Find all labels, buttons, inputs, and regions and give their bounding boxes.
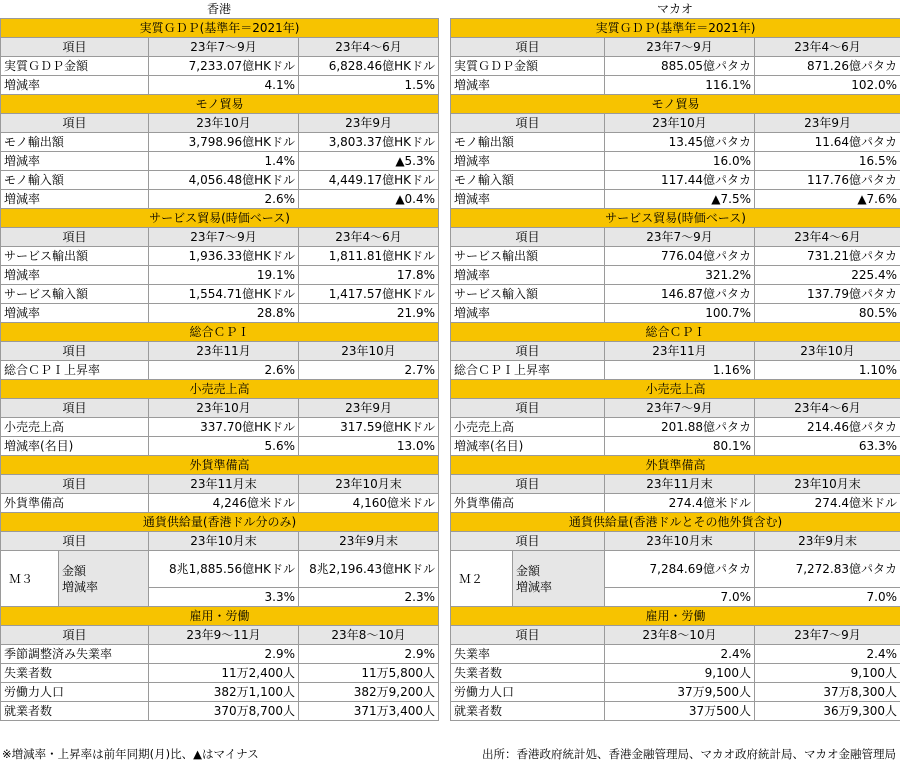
table-cell-value: 63.3% (755, 437, 900, 456)
row-label: 増減率 (451, 76, 605, 95)
services-trade-section-header (451, 209, 900, 228)
row-label: 小売売上高 (1, 418, 149, 437)
macau-panel (450, 18, 900, 721)
table-row (1, 247, 439, 266)
table-cell-value: 7,233.07億HKドル (149, 57, 299, 76)
subitem-change-label: 増減率 (62, 579, 99, 594)
table-cell-value: 382万1,100人 (149, 683, 299, 702)
row-label: サービス輸入額 (1, 285, 149, 304)
table-row (1, 171, 439, 190)
table-row (1, 683, 439, 702)
table-row (451, 494, 900, 513)
table-cell-value: 9,100人 (755, 664, 900, 683)
table-row (451, 76, 900, 95)
table-cell-value: 2.7% (299, 361, 439, 380)
table-cell-value: 274.4億米ドル (755, 494, 900, 513)
hk-indicator-table (0, 18, 439, 721)
table-cell-value: 7,284.69億パタカ (605, 551, 755, 588)
table-cell-value: ▲7.6% (755, 190, 900, 209)
column-header-period: 23年4〜6月 (755, 38, 900, 57)
retail-sales-section-header (451, 380, 900, 399)
table-row (451, 285, 900, 304)
fx-reserves-column-header (451, 475, 900, 494)
real-gdp-column-header (451, 38, 900, 57)
table-cell-value: 1,811.81億HKドル (299, 247, 439, 266)
row-label: 増減率 (451, 190, 605, 209)
table-cell-value: 214.46億パタカ (755, 418, 900, 437)
table-row (451, 683, 900, 702)
column-header-period: 23年9月末 (299, 532, 439, 551)
goods-trade-section-header (451, 95, 900, 114)
table-cell-value: 146.87億パタカ (605, 285, 755, 304)
section-title: モノ貿易 (1, 95, 439, 114)
table-row (451, 152, 900, 171)
column-header-period: 23年10月 (149, 399, 299, 418)
row-label: 季節調整済み失業率 (1, 645, 149, 664)
table-cell-value: 1,417.57億HKドル (299, 285, 439, 304)
table-cell-value: 37万8,300人 (755, 683, 900, 702)
table-row (451, 133, 900, 152)
column-header-item: 項目 (1, 228, 149, 247)
column-header-period: 23年11月末 (149, 475, 299, 494)
column-header-item: 項目 (1, 475, 149, 494)
cpi-column-header (451, 342, 900, 361)
row-label: モノ輸出額 (451, 133, 605, 152)
money-supply-section-header (1, 513, 439, 532)
cpi-section-header (451, 323, 900, 342)
table-cell-value: ▲0.4% (299, 190, 439, 209)
table-cell-value: 2.6% (149, 190, 299, 209)
table-cell-value: 7.0% (755, 588, 900, 607)
column-header-period: 23年10月末 (605, 532, 755, 551)
table-cell-value: 6,828.46億HKドル (299, 57, 439, 76)
column-header-period: 23年4〜6月 (299, 38, 439, 57)
table-row (1, 304, 439, 323)
column-header-item: 項目 (451, 114, 605, 133)
table-cell-value: 8兆2,196.43億HKドル (299, 551, 439, 588)
column-header-period: 23年7〜9月 (605, 399, 755, 418)
table-row (451, 664, 900, 683)
column-header-item: 項目 (451, 626, 605, 645)
macau-title: マカオ (656, 2, 693, 16)
retail-sales-section-header (1, 380, 439, 399)
table-cell-value: 19.1% (149, 266, 299, 285)
money-supply-row (1, 551, 439, 588)
table-cell-value: 3.3% (149, 588, 299, 607)
column-header-period: 23年10月 (149, 114, 299, 133)
table-cell-value: 11万5,800人 (299, 664, 439, 683)
row-label: 増減率(名目) (451, 437, 605, 456)
column-header-item: 項目 (1, 532, 149, 551)
table-cell-value: 1.16% (605, 361, 755, 380)
column-header-period: 23年10月末 (299, 475, 439, 494)
row-label: サービス輸出額 (451, 247, 605, 266)
table-row (451, 437, 900, 456)
column-header-item: 項目 (451, 342, 605, 361)
column-header-period: 23年7〜9月 (149, 38, 299, 57)
table-cell-value: 117.44億パタカ (605, 171, 755, 190)
money-aggregate-label: Ｍ２ (451, 551, 513, 607)
hong-kong-title: 香港 (206, 2, 231, 16)
table-cell-value: 37万500人 (605, 702, 755, 721)
row-label: 失業率 (451, 645, 605, 664)
employment-column-header (451, 626, 900, 645)
column-header-period: 23年7〜9月 (605, 228, 755, 247)
table-cell-value: 5.6% (149, 437, 299, 456)
section-title: サービス貿易(時価ベース) (1, 209, 439, 228)
column-header-period: 23年4〜6月 (755, 228, 900, 247)
table-cell-value: 137.79億パタカ (755, 285, 900, 304)
column-header-period: 23年7〜9月 (755, 626, 900, 645)
money-subitem-labels (513, 551, 605, 607)
table-cell-value: 1,936.33億HKドル (149, 247, 299, 266)
table-cell-value: ▲5.3% (299, 152, 439, 171)
table-row (1, 494, 439, 513)
table-row (451, 190, 900, 209)
money-aggregate-label: Ｍ３ (1, 551, 59, 607)
table-cell-value: 2.4% (755, 645, 900, 664)
table-cell-value: 776.04億パタカ (605, 247, 755, 266)
footnote-sources: 出所：香港政府統計処、香港金融管理局、マカオ政府統計局、マカオ金融管理局 (482, 747, 896, 761)
table-cell-value: 28.8% (149, 304, 299, 323)
table-cell-value: 3,803.37億HKドル (299, 133, 439, 152)
table-row (451, 418, 900, 437)
column-header-period: 23年9月 (299, 114, 439, 133)
employment-section-header (1, 607, 439, 626)
column-header-item: 項目 (1, 114, 149, 133)
section-title: 外貨準備高 (1, 456, 439, 475)
table-row (1, 152, 439, 171)
table-cell-value: 1,554.71億HKドル (149, 285, 299, 304)
section-title: サービス貿易(時価ベース) (451, 209, 900, 228)
column-header-item: 項目 (451, 399, 605, 418)
row-label: 小売売上高 (451, 418, 605, 437)
table-cell-value: 885.05億パタカ (605, 57, 755, 76)
table-row (1, 133, 439, 152)
table-cell-value: 370万8,700人 (149, 702, 299, 721)
table-row (451, 57, 900, 76)
money-subitem-labels (59, 551, 149, 607)
row-label: 労働力人口 (451, 683, 605, 702)
table-cell-value: 317.59億HKドル (299, 418, 439, 437)
table-cell-value: 1.4% (149, 152, 299, 171)
row-label: モノ輸入額 (451, 171, 605, 190)
row-label: 増減率 (1, 190, 149, 209)
row-label: 実質ＧＤＰ金額 (451, 57, 605, 76)
table-row (451, 247, 900, 266)
table-cell-value: 37万9,500人 (605, 683, 755, 702)
table-row (1, 76, 439, 95)
row-label: 総合ＣＰＩ上昇率 (1, 361, 149, 380)
section-title: 小売売上高 (451, 380, 900, 399)
row-label: 就業者数 (451, 702, 605, 721)
table-cell-value: 2.3% (299, 588, 439, 607)
fx-reserves-column-header (1, 475, 439, 494)
table-cell-value: 731.21億パタカ (755, 247, 900, 266)
column-header-item: 項目 (451, 475, 605, 494)
table-cell-value: 11.64億パタカ (755, 133, 900, 152)
row-label: 増減率 (451, 304, 605, 323)
subitem-amount-label: 金額 (62, 563, 87, 578)
row-label: 増減率 (1, 266, 149, 285)
table-row (451, 304, 900, 323)
column-header-item: 項目 (451, 38, 605, 57)
table-cell-value: 7,272.83億パタカ (755, 551, 900, 588)
retail-sales-column-header (1, 399, 439, 418)
section-title: 実質ＧＤＰ(基準年＝2021年) (451, 19, 900, 38)
row-label: 労働力人口 (1, 683, 149, 702)
column-header-period: 23年8〜10月 (299, 626, 439, 645)
money-supply-column-header (1, 532, 439, 551)
column-header-item: 項目 (1, 626, 149, 645)
column-header-item: 項目 (1, 38, 149, 57)
row-label: 実質ＧＤＰ金額 (1, 57, 149, 76)
retail-sales-column-header (451, 399, 900, 418)
column-header-period: 23年4〜6月 (299, 228, 439, 247)
column-header-period: 23年11月 (149, 342, 299, 361)
section-title: 通貨供給量(香港ドルとその他外貨含む) (451, 513, 900, 532)
column-header-period: 23年9月末 (755, 532, 900, 551)
section-title: 通貨供給量(香港ドル分のみ) (1, 513, 439, 532)
table-row (1, 437, 439, 456)
table-cell-value: 382万9,200人 (299, 683, 439, 702)
table-cell-value: 116.1% (605, 76, 755, 95)
row-label: モノ輸入額 (1, 171, 149, 190)
column-header-period: 23年9〜11月 (149, 626, 299, 645)
section-title: 雇用・労働 (1, 607, 439, 626)
table-row (1, 285, 439, 304)
column-header-period: 23年8〜10月 (605, 626, 755, 645)
column-header-period: 23年9月 (755, 114, 900, 133)
row-label: 増減率 (1, 152, 149, 171)
table-cell-value: 4,449.17億HKドル (299, 171, 439, 190)
goods-trade-section-header (1, 95, 439, 114)
table-cell-value: 2.6% (149, 361, 299, 380)
row-label: 就業者数 (1, 702, 149, 721)
row-label: 外貨準備高 (451, 494, 605, 513)
money-supply-column-header (451, 532, 900, 551)
table-cell-value: 16.0% (605, 152, 755, 171)
table-cell-value: 4,246億米ドル (149, 494, 299, 513)
table-cell-value: 2.9% (299, 645, 439, 664)
table-cell-value: 225.4% (755, 266, 900, 285)
table-row (1, 266, 439, 285)
section-title: 総合ＣＰＩ (451, 323, 900, 342)
column-header-period: 23年10月 (755, 342, 900, 361)
services-trade-section-header (1, 209, 439, 228)
row-label: 失業者数 (451, 664, 605, 683)
table-row (451, 645, 900, 664)
table-cell-value: ▲7.5% (605, 190, 755, 209)
real-gdp-section-header (1, 19, 439, 38)
footnote-change-rate-note: ※増減率・上昇率は前年同期(月)比、▲はマイナス (2, 747, 259, 761)
table-cell-value: 102.0% (755, 76, 900, 95)
table-cell-value: 21.9% (299, 304, 439, 323)
table-row (451, 171, 900, 190)
subitem-change-label: 増減率 (516, 579, 553, 594)
column-header-item: 項目 (1, 342, 149, 361)
row-label: 増減率 (451, 152, 605, 171)
column-header-period: 23年10月末 (755, 475, 900, 494)
table-row (1, 645, 439, 664)
table-cell-value: 11万2,400人 (149, 664, 299, 683)
section-title: 実質ＧＤＰ(基準年＝2021年) (1, 19, 439, 38)
column-header-period: 23年7〜9月 (605, 38, 755, 57)
table-cell-value: 16.5% (755, 152, 900, 171)
table-row (451, 702, 900, 721)
table-cell-value: 871.26億パタカ (755, 57, 900, 76)
table-cell-value: 9,100人 (605, 664, 755, 683)
column-header-period: 23年7〜9月 (149, 228, 299, 247)
column-header-item: 項目 (451, 532, 605, 551)
table-row (451, 266, 900, 285)
fx-reserves-section-header (1, 456, 439, 475)
cpi-column-header (1, 342, 439, 361)
table-cell-value: 17.8% (299, 266, 439, 285)
table-cell-value: 80.1% (605, 437, 755, 456)
column-header-period: 23年10月 (605, 114, 755, 133)
section-title: 外貨準備高 (451, 456, 900, 475)
table-row (1, 418, 439, 437)
table-cell-value: 4,160億米ドル (299, 494, 439, 513)
table-cell-value: 80.5% (755, 304, 900, 323)
column-header-item: 項目 (1, 399, 149, 418)
table-cell-value: 7.0% (605, 588, 755, 607)
real-gdp-section-header (451, 19, 900, 38)
column-header-period: 23年10月末 (149, 532, 299, 551)
table-row (1, 190, 439, 209)
row-label: モノ輸出額 (1, 133, 149, 152)
section-title: モノ貿易 (451, 95, 900, 114)
table-cell-value: 2.4% (605, 645, 755, 664)
mo-indicator-table (450, 18, 900, 721)
table-cell-value: 274.4億米ドル (605, 494, 755, 513)
row-label: 失業者数 (1, 664, 149, 683)
table-row (1, 702, 439, 721)
subitem-amount-label: 金額 (516, 563, 541, 578)
money-supply-section-header (451, 513, 900, 532)
row-label: 総合ＣＰＩ上昇率 (451, 361, 605, 380)
column-header-period: 23年11月末 (605, 475, 755, 494)
table-row (1, 57, 439, 76)
table-cell-value: 4.1% (149, 76, 299, 95)
table-cell-value: 8兆1,885.56億HKドル (149, 551, 299, 588)
table-cell-value: 117.76億パタカ (755, 171, 900, 190)
money-supply-row (451, 551, 900, 588)
services-trade-column-header (451, 228, 900, 247)
section-title: 小売売上高 (1, 380, 439, 399)
employment-section-header (451, 607, 900, 626)
row-label: 増減率 (1, 76, 149, 95)
table-cell-value: 1.10% (755, 361, 900, 380)
row-label: 外貨準備高 (1, 494, 149, 513)
fx-reserves-section-header (451, 456, 900, 475)
table-cell-value: 3,798.96億HKドル (149, 133, 299, 152)
row-label: サービス輸出額 (1, 247, 149, 266)
hong-kong-panel (0, 18, 438, 721)
row-label: 増減率(名目) (1, 437, 149, 456)
table-cell-value: 321.2% (605, 266, 755, 285)
row-label: サービス輸入額 (451, 285, 605, 304)
row-label: 増減率 (1, 304, 149, 323)
table-row (1, 361, 439, 380)
column-header-item: 項目 (451, 228, 605, 247)
services-trade-column-header (1, 228, 439, 247)
cpi-section-header (1, 323, 439, 342)
table-cell-value: 13.0% (299, 437, 439, 456)
employment-column-header (1, 626, 439, 645)
column-header-period: 23年9月 (299, 399, 439, 418)
table-row (1, 664, 439, 683)
real-gdp-column-header (1, 38, 439, 57)
column-header-period: 23年10月 (299, 342, 439, 361)
goods-trade-column-header (451, 114, 900, 133)
table-cell-value: 13.45億パタカ (605, 133, 755, 152)
row-label: 増減率 (451, 266, 605, 285)
table-cell-value: 337.70億HKドル (149, 418, 299, 437)
section-title: 総合ＣＰＩ (1, 323, 439, 342)
table-cell-value: 4,056.48億HKドル (149, 171, 299, 190)
table-cell-value: 1.5% (299, 76, 439, 95)
table-row (451, 361, 900, 380)
column-header-period: 23年4〜6月 (755, 399, 900, 418)
goods-trade-column-header (1, 114, 439, 133)
table-cell-value: 36万9,300人 (755, 702, 900, 721)
section-title: 雇用・労働 (451, 607, 900, 626)
table-cell-value: 2.9% (149, 645, 299, 664)
table-cell-value: 201.88億パタカ (605, 418, 755, 437)
table-cell-value: 371万3,400人 (299, 702, 439, 721)
column-header-period: 23年11月 (605, 342, 755, 361)
table-cell-value: 100.7% (605, 304, 755, 323)
